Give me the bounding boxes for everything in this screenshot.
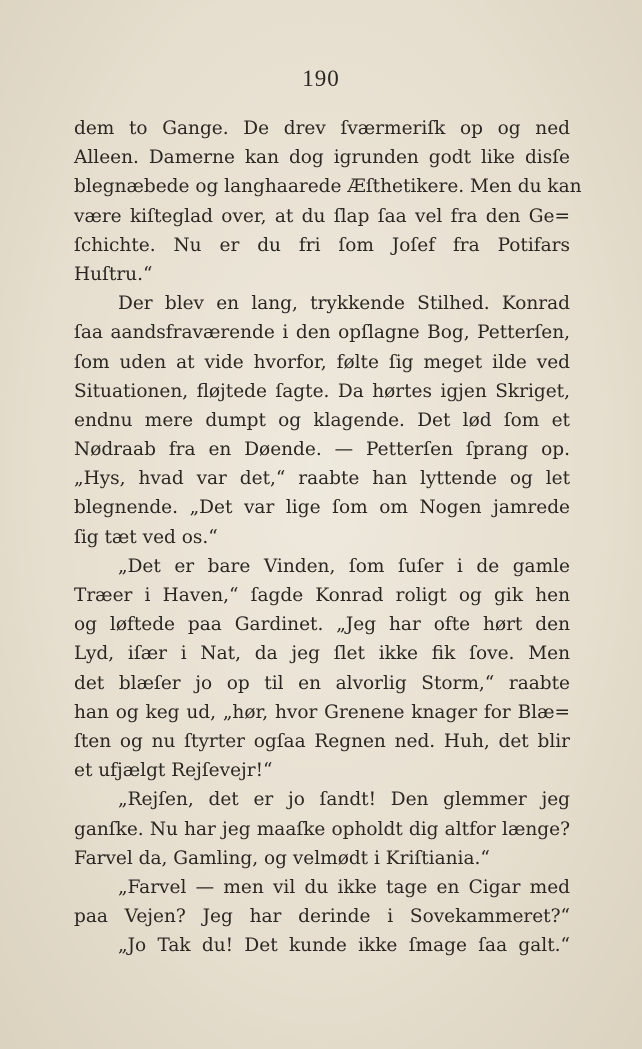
text-line: Træer i Haven,“ ſagde Konrad roligt og gik hen: [74, 585, 570, 606]
text-line: dem to Gange. De drev ſværmeriſk op og ned: [74, 118, 570, 139]
text-line: ſig tæt ved os.“: [74, 526, 218, 548]
text-line: ſaa aandsfraværende i den opſlagne Bog, Petterſen,: [74, 322, 570, 344]
text-line: ſten og nu ſtyrter ogſaa Regnen ned. Huh, det blir: [74, 730, 570, 752]
text-line: „Hys, hvad var det,“ raabte han lyttende og let: [74, 468, 570, 490]
text-line: paa Vejen? Jeg har derinde i Sovekammeret?“: [74, 906, 570, 928]
text-line: ganſke. Nu har jeg maaſke opholdt dig altfor længe?: [74, 818, 570, 840]
text-line: blegnende. „Det var lige ſom om Nogen jamrede: [74, 497, 570, 519]
text-line: „Jo Tak du! Det kunde ikke ſmage ſaa galt.“: [118, 935, 570, 957]
text-line: blegnæbede og langhaarede Æſthetikere. Men du kan: [74, 176, 582, 198]
text-line: Lyd, iſær i Nat, da jeg ſlet ikke fik ſove. Men: [74, 643, 570, 665]
page-number: 190: [302, 66, 340, 91]
text-line: ſchichte. Nu er du fri ſom Joſef fra Potifars: [74, 234, 570, 256]
text-line: „Rejſen, det er jo ſandt! Den glemmer jeg: [118, 789, 570, 811]
text-line: Huſtru.“: [74, 263, 153, 285]
text-line: Alleen. Damerne kan dog igrunden godt like disſe: [74, 147, 570, 169]
text-line: være kiſteglad over, at du ſlap ſaa vel fra den Ge=: [74, 205, 570, 227]
text-line: „Farvel — men vil du ikke tage en Cigar med: [118, 876, 570, 898]
text-line: endnu mere dumpt og klagende. Det lød ſom et: [74, 409, 570, 431]
text-line: Der blev en lang, trykkende Stilhed. Konrad: [118, 293, 570, 315]
text-line: Farvel da, Gamling, og velmødt i Kriſtiania.“: [74, 847, 490, 869]
text-line: ſom uden at vide hvorfor, følte ſig meget ilde ved: [74, 351, 570, 373]
text-line: „Det er bare Vinden, ſom ſuſer i de gamle: [118, 555, 570, 577]
text-line: Nødraab fra en Døende. — Petterſen ſprang op.: [74, 439, 570, 461]
text-line: han og keg ud, „hør, hvor Grenene knager for Blæ=: [74, 701, 570, 723]
text-line: og løftede paa Gardinet. „Jeg har ofte hørt den: [74, 614, 570, 636]
body-text: [74, 114, 582, 960]
text-line: Situationen, fløjtede ſagte. Da hørtes igjen Skriget,: [74, 380, 570, 402]
text-line: det blæſer jo op til en alvorlig Storm,“ raabte: [74, 672, 570, 694]
text-line: et ufjælgt Rejſevejr!“: [74, 760, 273, 782]
